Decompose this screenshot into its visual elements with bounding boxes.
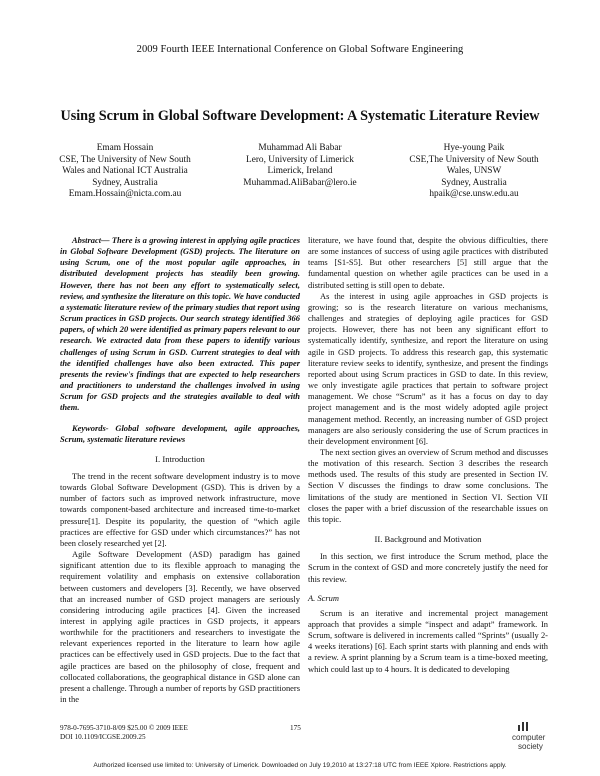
doi-line: DOI 10.1109/ICGSE.2009.25 (60, 733, 146, 742)
paragraph: The next section gives an overview of Scrum method and discusses the motivation of this research. Section 3 describes the research methods used. The results of this study are presented in Section IV. Section V discusses the findings to draw some conclusions. The limitations of the study are mentioned in Section VI. Section VII closes the paper with a brief discussion of the researchable issues on this topic. (308, 446, 548, 524)
author-location: Sydney, Australia (92, 177, 158, 188)
author-location: Limerick, Ireland (267, 166, 333, 177)
subsection-heading-scrum: A. Scrum (308, 592, 339, 603)
author-affiliation: CSE,The University of New South (409, 154, 539, 165)
author-email: Emam.Hossain@nicta.com.au (68, 189, 182, 200)
author-location: Sydney, Australia (441, 177, 507, 188)
author-email: Muhammad.AliBabar@lero.ie (243, 177, 357, 188)
footer-copyright (60, 724, 188, 742)
paper-title: Using Scrum in Global Software Development: A Systematic Literature Review (60, 108, 540, 124)
abstract: Abstract— There is a growing interest in applying agile practices in Global Software Development (GSD) projects. The literature on using Scrum, one of the most popular agile approaches, in distributed development projects has steadily been growing. However, there has not been any effort to systematically select, review, and synthesize the literature on this topic. We have conducted a systematic literature review of the primary studies that report using Scrum practices in GSD projects. Our search strategy identified 366 papers, of which 20 were identified as primary papers relevant to our research. We extracted data from these papers to identify various challenges of using Scrum in GSD. Current strategies to deal with the identified challenges have also been extracted. This paper presents the review's findings that are expected to help researchers and practitioners to understand the challenges involved in using Scrum for GSD projects and the strategies available to deal with them. (60, 235, 300, 413)
author-affiliation: Wales and National ICT Australia (62, 166, 188, 177)
section-heading-introduction: I. Introduction (155, 453, 205, 464)
paragraph: As the interest in using agile approaches in GSD projects is growing; so is the research literature on various mechanisms, challenges and strategies of deploying agile practices for GSD projects. However, there has not been any significant effort to systematically identify, synthesize, and report the literature on using agile in GSD projects. To address this research gap, this systematic literature review seeks to identify, synthesize, and present the findings reported about using Scrum practices in GSD to date. In this review, we only investigate agile practices that pertain to software project management. We chose “Scrum” as it has a focus on day to day project management and is the most widely adopted agile project management method. Recently, an increasing number of GSD project managers are also seriously considering the use of Scrum practices in their development environment [6]. (308, 290, 548, 446)
author-name: Muhammad Ali Babar (258, 143, 342, 153)
conference-header: 2009 Fourth IEEE International Conference on Global Software Engineering (136, 44, 464, 55)
author-affiliation: Wales, UNSW (446, 166, 502, 177)
computer-society-logo-icon (500, 720, 550, 756)
author-name: Emam Hossain (96, 143, 154, 153)
author-affiliation: Lero, University of Limerick (246, 154, 354, 165)
author-name: Hye-young Paik (443, 143, 505, 153)
paragraph: literature, we have found that, despite the obvious difficulties, there are some instances of success of using agile practices with distributed teams [S1-S5]. But other researchers [5] still argue that the fundamental question on whether agile practices can be used in a distributed setting is still open to debate. (308, 235, 548, 290)
author-email: hpaik@cse.unsw.edu.au (429, 189, 519, 200)
paragraph: Scrum is an iterative and incremental project management approach that provides a simple “inspect and adapt” framework. In Scrum, software is delivered in increments called “Sprints” (usually 2-4 weeks iterations) [6]. Each sprint starts with planning and ends with a review. A sprint planning by a Scrum team is a time-boxed meeting, which could last up to 4 hours. It is dedicated to developing (308, 607, 548, 674)
paragraph: Agile Software Development (ASD) paradigm has gained significant attention due to its flexible approach to managing the requirement volatility and emphasis on extensive collaboration between customers and developers [3]. Recently, we have observed that an increased number of GSD project managers are seriously considering introducing agile practices [4]. Given the increased interest in applying agile practices in GSD projects, it appears worthwhile for the practitioners and researchers to investigate the relevant experiences reported in the literature to learn how agile practices can be effectively used in GSD projects. Due to the fact that agile practices are based on the philosophy of close, frequent and collocated collaborations, the geographical distance in GSD alone can present a challenge. Through a number of reports by GSD practitioners in the (60, 549, 301, 705)
logo-text: computer (512, 733, 546, 742)
authorized-use-notice: Authorized licensed use limited to: University of Limerick. Downloaded on July 19,2010 at 13:27:18 UTC from IEEE Xplore. Restrictions apply. (93, 762, 507, 769)
keywords: Keywords- Global software development, agile approaches, Scrum, systematic literature reviews (60, 422, 300, 444)
section-heading-background: II. Background and Motivation (374, 534, 482, 545)
logo-text: society (518, 742, 543, 751)
author-block-3 (379, 143, 569, 201)
paragraph: In this section, we first introduce the Scrum method, place the Scrum in the context of GSD and more concretely justify the need for this review. (308, 551, 548, 584)
author-affiliation: CSE, The University of New South (59, 154, 191, 165)
left-column (60, 235, 300, 705)
author-block-2 (205, 143, 395, 189)
computer-society-logo (500, 720, 550, 756)
author-block-1 (30, 143, 220, 201)
paragraph: The trend in the recent software development industry is to move towards Global Software Development (GSD). This is driven by a number of factors such as improved network infrastructure, move towards component-based architecture and increased time-to-market pressure[1]. Despite its popularity, the question of “which agile practices are effective for GSD under which circumstances?” has not been closely researched yet [2]. (60, 470, 300, 548)
page-number: 175 (290, 724, 301, 732)
isbn-line: 978-0-7695-3710-8/09 $25.00 © 2009 IEEE (60, 724, 188, 732)
right-column (308, 235, 548, 675)
